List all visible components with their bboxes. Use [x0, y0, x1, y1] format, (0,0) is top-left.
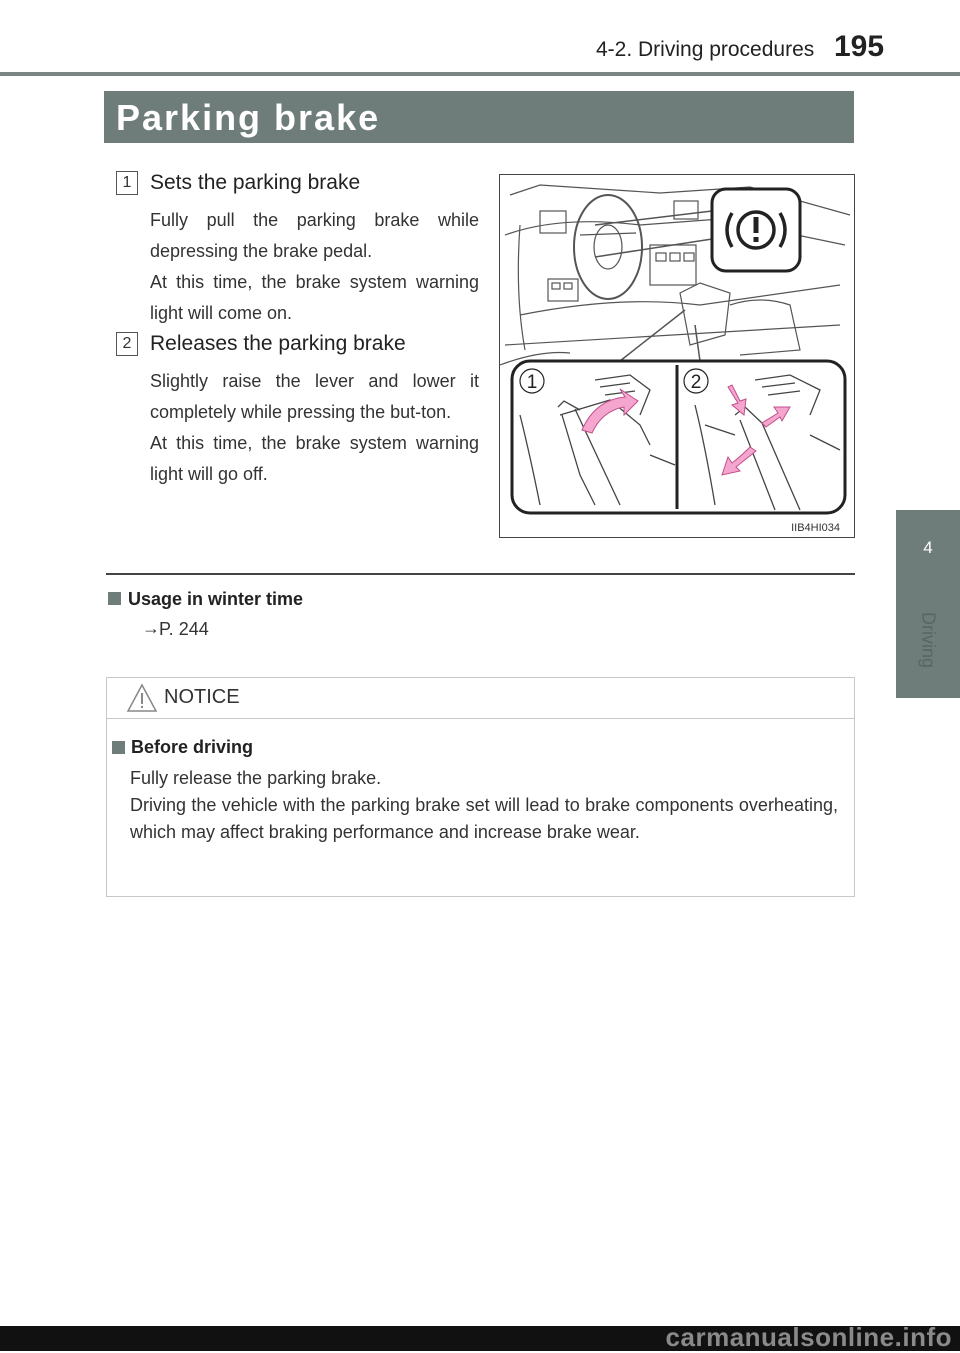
step-description-line: Fully pull the parking brake while depressing the brake pedal. — [150, 210, 479, 261]
section-divider — [106, 573, 855, 575]
step-title: Releases the parking brake — [150, 332, 406, 355]
step-title: Sets the parking brake — [150, 171, 361, 194]
notice-header-rule — [107, 718, 854, 719]
chapter-label: Driving — [918, 611, 939, 669]
figure-callout-1: 1 — [526, 372, 538, 393]
step-number-badge: 2 — [116, 332, 138, 356]
header-rule — [0, 72, 960, 76]
figure-callout-2: 2 — [690, 372, 702, 393]
usage-title: Usage in winter time — [128, 589, 304, 609]
watermark-text: carmanualsonline.info — [665, 1322, 952, 1352]
step-description-line: At this time, the brake system warning light will come on. — [150, 272, 479, 323]
step-number-badge: 1 — [116, 171, 138, 195]
bullet-square-icon — [108, 592, 121, 605]
step-description — [150, 366, 479, 490]
section-title: Parking brake — [116, 97, 381, 138]
notice-paragraph: Fully release the parking brake. — [130, 768, 382, 788]
chapter-number: 4 — [923, 538, 933, 557]
warning-triangle-icon — [126, 683, 158, 713]
step-description-line: At this time, the brake system warning light will go off. — [150, 433, 479, 484]
bullet-square-icon — [112, 741, 125, 754]
parking-brake-illustration — [499, 174, 855, 538]
page-reference-link[interactable]: P. 244 — [159, 619, 209, 639]
notice-paragraph: Driving the vehicle with the parking brake set will lead to brake components overheating, which may affect braking performance and increase brake wear. — [130, 795, 838, 842]
figure-code: IIB4HI034 — [791, 522, 840, 534]
step-description — [150, 205, 479, 329]
notice-subtitle: Before driving — [131, 737, 254, 757]
notice-body — [130, 765, 838, 846]
step-description-line: Slightly raise the lever and lower it completely while pressing the but-ton. — [150, 371, 479, 422]
illustration-svg — [500, 175, 854, 537]
page-number: 195 — [834, 30, 885, 63]
notice-title: NOTICE — [164, 686, 240, 708]
reference-arrow-icon: → — [142, 618, 160, 638]
running-header-section: 4-2. Driving procedures — [596, 38, 815, 61]
